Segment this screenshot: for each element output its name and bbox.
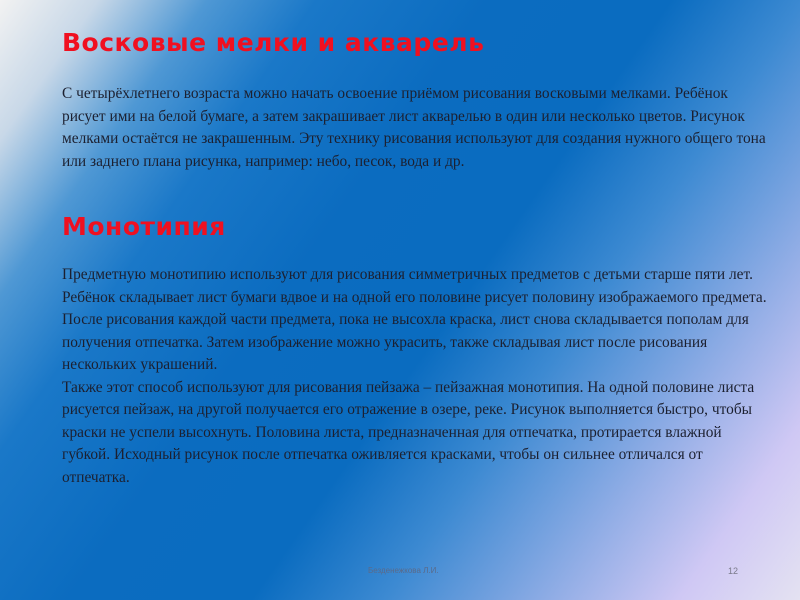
slide-number: 12 — [728, 566, 739, 576]
footer-author: Безденежкова Л.И. — [368, 566, 439, 575]
wax-crayons-paragraph: С четырёхлетнего возраста можно начать освоение приёмом рисования восковыми мелками. Ребёнок рисует ими на белой бумаге, а затем закрашивает лист акварелью в один или несколько цветов. Рисунок мелками остаётся не закрашенным. Эту технику рисования используют для создания нужного общего тона или заднего плана рисунка, например: небо, песок, вода и др. — [62, 85, 766, 170]
section-title-wax-crayons: Восковые мелки и акварель — [62, 28, 485, 57]
monotype-paragraph-1: Предметную монотипию используют для рисования симметричных предметов с детьми старше пяти лет. Ребёнок складывает лист бумаги вдвое и на одной его половине рисует половину изображаемого предмета. После рисования каждой части предмета, пока не высохла краска, лист снова складывается пополам для получения отпечатка. Затем изображение можно украсить, также складывая лист после рисования нескольких украшений. — [62, 266, 767, 373]
monotype-paragraph-2: Также этот способ используют для рисования пейзажа – пейзажная монотипия. На одной половине листа рисуется пейзаж, на другой получается его отражение в озере, реке. Рисунок выполняется быстро, чтобы краски не успели высохнуть. Половина листа, предназначенная для отпечатка, протирается влажной губкой. Исходный рисунок после отпечатка оживляется красками, чтобы он сильнее отличался от отпечатка. — [62, 378, 755, 486]
section-title-monotype: Монотипия — [62, 212, 226, 241]
